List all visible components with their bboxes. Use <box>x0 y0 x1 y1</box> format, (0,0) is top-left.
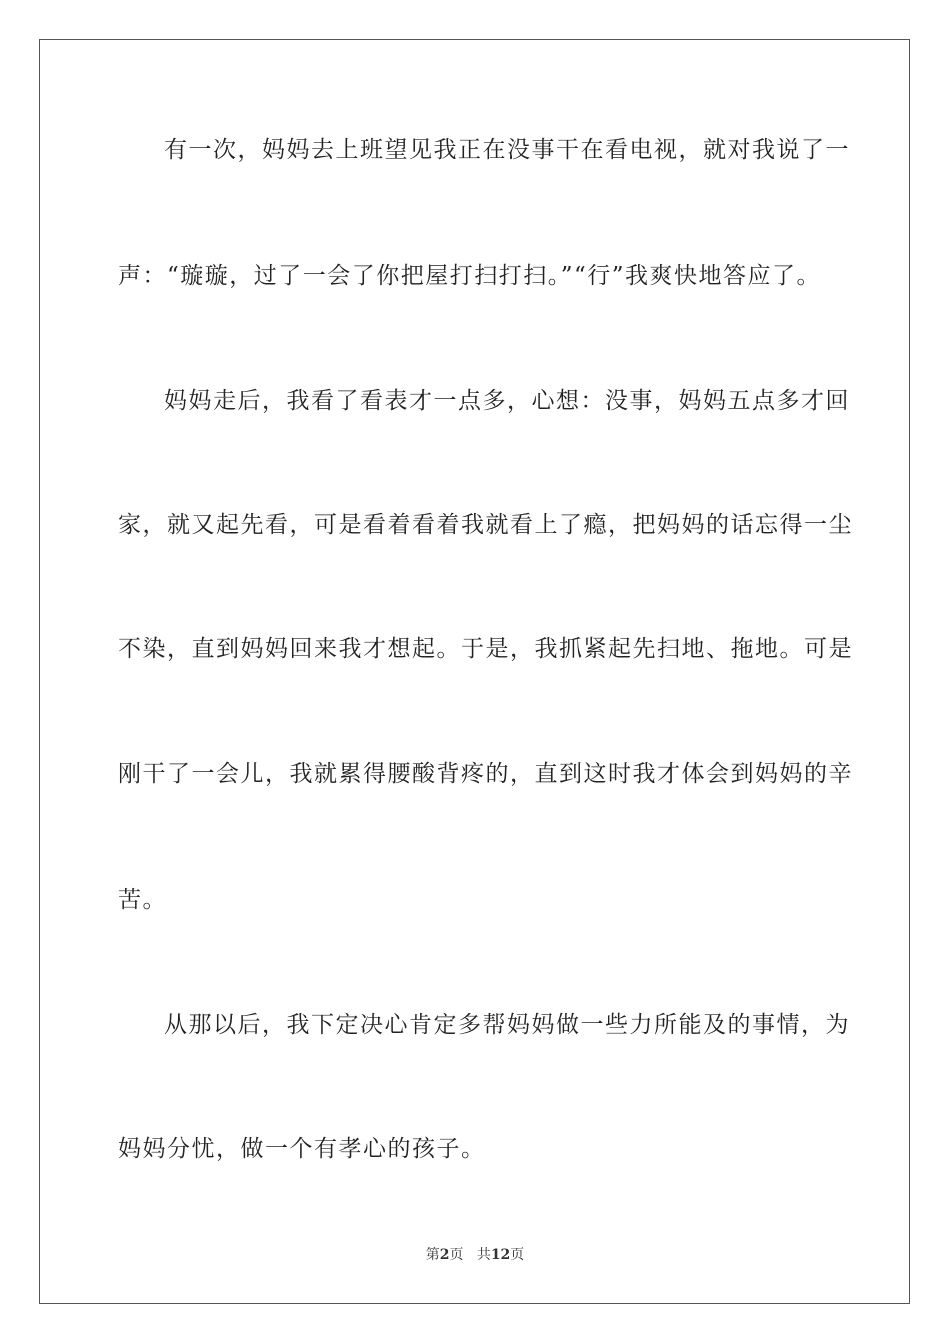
page-suffix: 页 <box>449 1247 464 1263</box>
total-pages: 12 <box>490 1247 511 1263</box>
paragraph-3-line-1: 从那以后，我下定决心肯定多帮妈妈做一些力所能及的事情，为 <box>164 1012 850 1038</box>
paragraph-2-line-3: 不染，直到妈妈回来我才想起。于是，我抓紧起先扫地、拖地。可是 <box>118 636 853 662</box>
total-suffix: 页 <box>510 1247 525 1263</box>
paragraph-2-line-4: 刚干了一会儿，我就累得腰酸背疼的，直到这时我才体会到妈妈的辛 <box>118 761 853 787</box>
paragraph-3-line-2: 妈妈分忧，做一个有孝心的孩子。 <box>118 1136 486 1162</box>
page-number: 2 <box>439 1247 450 1263</box>
paragraph-2-line-5: 苦。 <box>118 887 167 913</box>
page-prefix: 第 <box>425 1247 440 1263</box>
paragraph-1-line-1: 有一次，妈妈去上班望见我正在没事干在看电视，就对我说了一 <box>164 137 850 163</box>
total-prefix: 共 <box>476 1247 491 1263</box>
paragraph-1-line-2: 声：“璇璇，过了一会了你把屋打扫打扫。”“行”我爽快地答应了。 <box>118 263 822 289</box>
paragraph-2-line-1: 妈妈走后，我看了看表才一点多，心想：没事，妈妈五点多才回 <box>164 388 850 414</box>
page-border <box>39 39 910 1304</box>
paragraph-2-line-2: 家，就又起先看，可是看着看着我就看上了瘾，把妈妈的话忘得一尘 <box>118 512 853 538</box>
page-footer <box>0 1246 950 1264</box>
